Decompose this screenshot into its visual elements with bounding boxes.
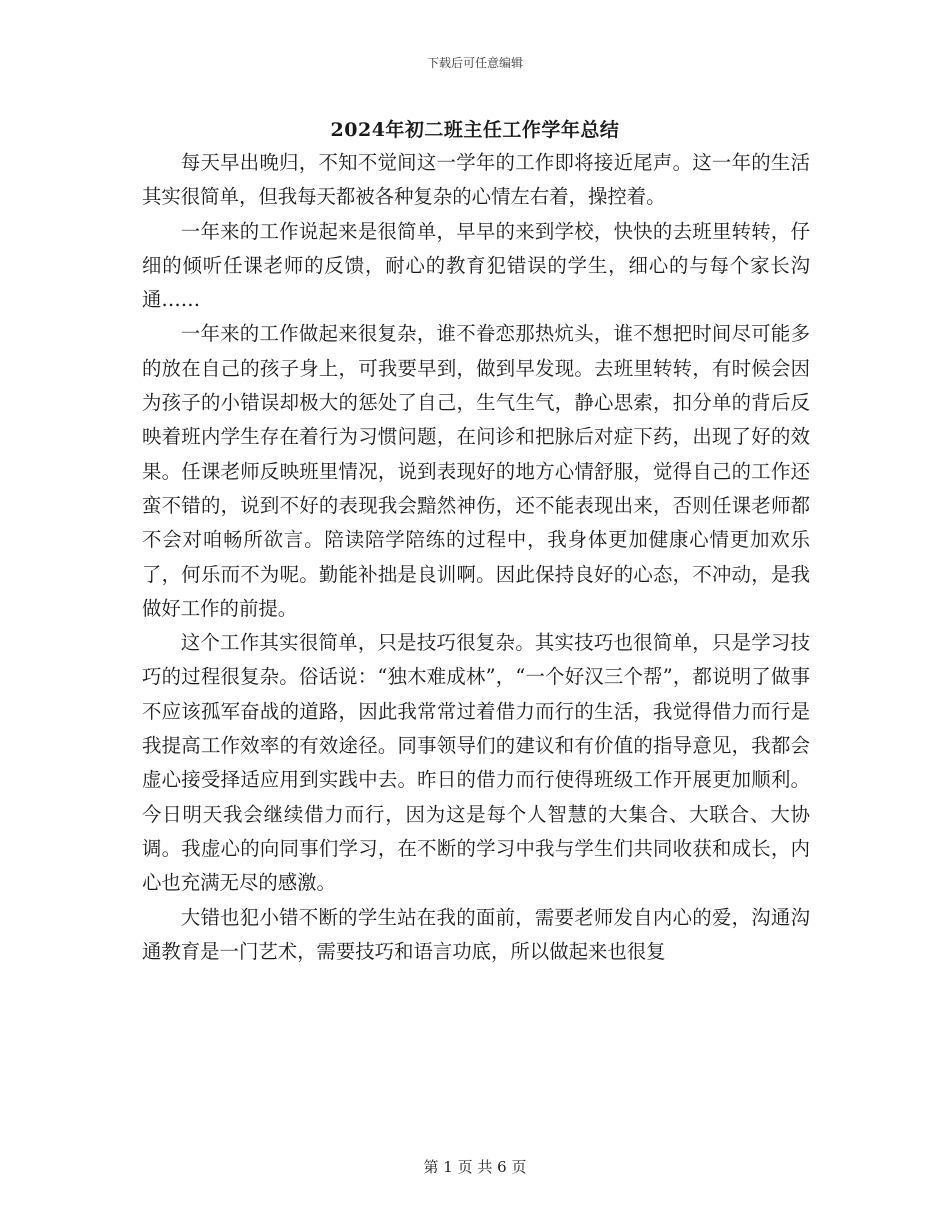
paragraph-1: 每天早出晚归，不知不觉间这一学年的工作即将接近尾声。这一年的生活其实很简单，但我每天都被各种复杂的心情左右着，操控着。	[142, 151, 810, 209]
document-title: 2024年初二班主任工作学年总结	[330, 119, 620, 141]
paragraph-2: 一年来的工作说起来是很简单，早早的来到学校，快快的去班里转转，仔细的倾听任课老师的反馈，耐心的教育犯错误的学生，细心的与每个家长沟通……	[142, 219, 810, 312]
document-body	[142, 146, 810, 969]
paragraph-4: 这个工作其实很简单，只是技巧很复杂。其实技巧也很简单，只是学习技巧的过程很复杂。俗话说：“独木难成林”，“一个好汉三个帮”，都说明了做事不应该孤军奋战的道路，因此我常常过着借力而行的生活，我觉得借力而行是我提高工作效率的有效途径。同事领导们的建议和有价值的指导意见，我都会虚心接受择适应用到实践中去。昨日的借力而行使得班级工作开展更加顺利。今日明天我会继续借力而行，因为这是每个人智慧的大集合、大联合、大协调。我虚心的向同事们学习，在不断的学习中我与学生们共同收获和成长，内心也充满无尽的感激。	[142, 631, 810, 895]
paragraph-5: 大错也犯小错不断的学生站在我的面前，需要老师发自内心的爱，沟通沟通教育是一门艺术，需要技巧和语言功底，所以做起来也很复	[142, 905, 810, 963]
paragraph-3: 一年来的工作做起来很复杂，谁不眷恋那热炕头，谁不想把时间尽可能多的放在自己的孩子身上，可我要早到，做到早发现。去班里转转，有时候会因为孩子的小错误却极大的惩处了自己，生气生气，静心思索，扣分单的背后反映着班内学生存在着行为习惯问题，在问诊和把脉后对症下药，出现了好的效果。任课老师反映班里情况，说到表现好的地方心情舒服，觉得自己的工作还蛮不错的，说到不好的表现我会黯然神伤，还不能表现出来，否则任课老师都不会对咱畅所欲言。陪读陪学陪练的过程中，我身体更加健康心情更加欢乐了，何乐而不为呢。勤能补拙是良训啊。因此保持良好的心态，不冲动，是我做好工作的前提。	[142, 322, 810, 620]
page-footer-number: 第 1 页 共 6 页	[423, 1158, 527, 1176]
page-header-note: 下载后可任意编辑	[426, 56, 523, 70]
